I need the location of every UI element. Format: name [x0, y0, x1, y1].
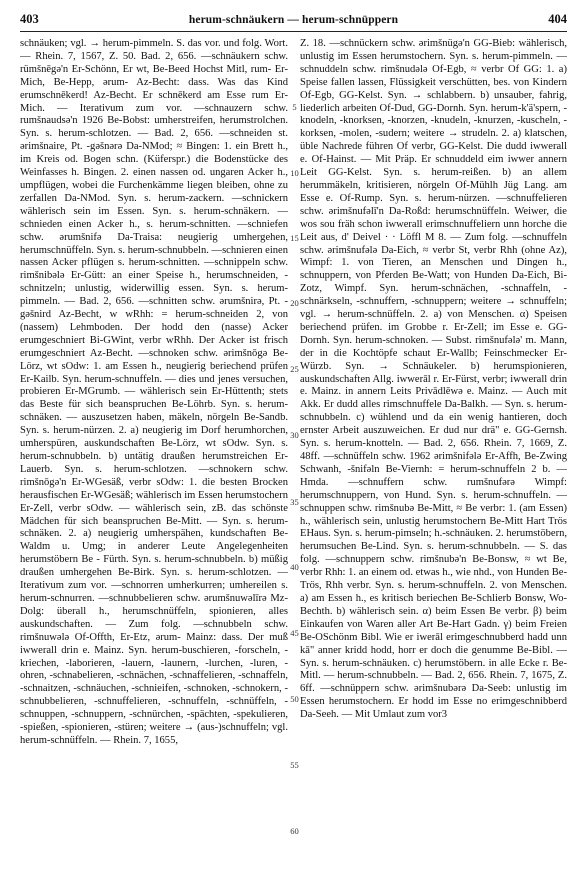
line-number: 55 — [290, 760, 299, 770]
page-header — [20, 12, 567, 30]
right-column-text: Z. 18. —schnückern schw. ərimšnügə'n GG-Bieb: wählerisch, unlustig im Essen herumstochern. Syn. s. herum-pimmeln. —schnuddeln schw. rimšnudələ Of-Egb, ≈ verbr Of GG: 1. a) Speise fallen lassen, Flüssigkeit verschütten, bes. von Kindern Of-Egb, GG-Kelst. Syn. → schlabbern. b) unsauber, fahrig, liederlich arbeiten Of-Dud, GG-Dornh. Syn. herum-k'ä'spern, -knodeln, -knorksen, -knorzen, -knudeln, -knurzen, -kuscheln, -korksen, -molen, -sudern; weitere → strudeln. 2. a) klatschen, üble Nachrede führen Of verbr, GG-Kelst. Die dudd iwwerall e. Of-Hainst. — Mit Präp. Er schnuddeld eim iwwer annern Leit GG-Kelst. Syn. s. herum-reißen. b) an allem herummäkeln, kritisieren, nörgeln Of-Mühlh Jüg Lang. am Esse e. Of-Rump. Syn. s. herum-nürzen. —schnuffelieren schw. ərimšnufəlī'n Da-Roßd: herumschnüffeln. Weiwer, die wos sou fräh schon iwwerall erimschnuffeliern unn horche die Leit aus, d' Deivel · · Löffl M 8. — Zum folg. —schnuffeln schw. ərimšnufələ Da-Eich, ≈ verbr St, verbr Rhh (ohne Az), Wimpf: 1. von Tieren, an Menschen und Dingen h., schnuppern, von Pferden Be-Watt; von Hunden Da-Eich, Bi-Zotz, Wimpf. Syn. herum-schnächen, -schnaffeln, -schnärkseln, -schnuffern, -schnuppern; weitere → schnuffeln; vgl. → herum-schnüffeln. 2. a) von Menschen. α) Speisen beriechend prüfen. im Grobbe r. Er-Zell; im Esse e. GG-Dornh. Syn. herum-schnoken. — Subst. rimšnufələ' m. Mann, der in die Kochtöpfe schaut Er-Wallb; Feinschmecker Er-Würzb. Syn. → Schnäukeler. b) herumspionieren, auskundschaften Allg. iwwerāl r. Er-Fürst, verbr; iwwerall drin e. Mainz. in annern Leits Privādlēwə e. Mainz. — Auch mit Akk. Er dudd alles rimschnuffele Da-Balkh. — Syn. s. herum-schnubbeln. c) wühlend und da ein wenig hantieren, doch ernster Arbeit auszuweichen. Er dud nur drä" e. GG-Gernsh. Syn. s. herum-knotteln. — Bad. 2, 656. Rhein. 7, 1669, Z. 48ff. —schnüffeln schw. 1962 ərimšnifələ Er-Affh, Be-Zwing Schwanh, -šnifəln Be-Viernh: = herum-schnuffeln 2 b. — Hmda. —schnuffern schw. rumšnufərə Wimpf: herumschnuppern, von Hund. Syn. s. herum-schnuffeln. —schnuppen schw. rimšnubə Be-Mitt, ≈ Be verbr: 1. (am Essen) h., wählerisch sein, unlustig herumstochern Be-Mitt Hart Trös EHaus. Syn. s. herum-pimseln; h.-schnäuken. 2. herumstöbern, herumsuchen Be-Lind. Syn. s. herum-schnubbeln. — S. das folg. —schnuppern schw. rimšnubə'n Be-Bonsw, ≈ wt Be, verbr Rhh: 1. an einem od. etwas h., wie nhd., von Hunden Be-Trös, Rhh verbr. Syn. s. herum-schnuffeln. 2. von Menschen. a) am Essen h., es kritisch beriechen Be-Schlierb Bonsw, Wo-Bechth. b) wählerisch sein. α) beim Essen Be verbr. β) beim Einkaufen von Waren aller Art Be-Hart Gadn. γ) beim Freien Be-OSchönm Bibl. Wie er iwerāl erimgeschnubberd hadd unn kā" anner kridd hodd, horr er doch die genumme Be-Bibl. — Syn. s. herum-schnäuken. c) herumstöbern. in alle Ecke r. Be-Mitl. — herum-schnubbeln. — Bad. 2, 656. Rhein. 7, 1675, Z. 6ff. —schnüppern schw. ərimšnubərə Da-Seeb: unlustig im Essen herumstochern. Er hodd im Esse no erimgeschnibberd Da-Seeh. — Mit Umlaut zum vor3 — [300, 38, 567, 721]
left-column-text: schnäuken; vgl. → herum-pimmeln. S. das vor. und folg. Wort. — Rhein. 7, 1567, Z. 50. Bad. 2, 656. —schnäukern schw. rümšnēgə'n Er-Schönn, Er wt, Be-Beed Hochst Mitl, rum- Er-Mich, Be-Hepp, ərum- Az-Becht: dass. Was das Kind erumschnēkerd! Az-Becht. Er schnēkerd am Esse rum Er-Mich. — Iterativum zum vor. —schnauzern schw. rumšnaudsə'n 1926 Be-Bobst: umherstreifen, herumstrolchen. Syn. s. herum-schlotzen. — Bad. 2, 656. —schneiden st. ərimšnaire, Pt. -gəšnərə Da-NMod; ≈ Bingen: 1. ein Brett h., im Kreis od. Bogen schn. (Küferspr.) die Bodenstücke des Weinfasses h. Bingen. 2. einen nassen od. ungaren Acker h., umpflügen, wobei die Furchenkämme liegen bleiben, ohne zu zerfallen Da-NMod. Syn. s. herum-zackern. —schnickern wählerisch sein im Essen. Syn. s. herum-schnäkern. —schnieden einen Acker h., s. herum-schnitten. —schniefen schw. ərumšnifə Da-Traisa: neugierig umhergehen, herumschnüffeln. Syn. s. herum-schnubbeln. —schnieren einen nassen Acker pflügen s. herum-schnitten. —schnippeln schw. rimšnibələ Er-Gütt: an einer Speise h., herumschneiden, -schnitzeln; unlustig, widerwillig essen. Syn. s. herum-pimmeln. — Bad. 2, 656. —schnitten schw. ərumšnirə, Pt. -gəšnird Az-Becht, w wRhh: = herum-schneiden 2, von (nassem) Lehmboden. Der hodd den (nasse) Acker erumgeschniert Bi-GWint, verbr wRhh. Der Acker ist frisch erumgeschniert Az-Becht. —schnoken schw. ərimšnōgə Be-Lörz, wt sOdw: 1. am Essen h., neugierig beriechend prüfen Er-Kailb. Syn. herum-schnuffeln. — dies und jenes versuchen, probieren Er-MGrumb. — wählerisch sein Er-Hüttenth; stets das Beste für sich beanspruchen Be-Löhrb. Syn. s. herum-schnäken. — auszusetzen haben, mäkeln, nörgeln Be-Sandb. Syn. s. herum-nürzen. 2. a) neugierig im Dorf herumhorchen, umherspüren, auskundschaften Be-Lörz, wt sOdw. Syn. s. herum-schnubbeln. b) untätig draußen herumstreichen Er-Lauerb. Syn. s. herum-schlotzen. —schnokern schw. rimšnōgə'n Er-WGesäß, verbr sOdw: 1. die besten Brocken herausfischen Er-WGesäß; wählerisch im Essen herumstochern Er-Zell, verbr sOdw. — wählerisch sein, zB. das schönste Mädchen für sich beanspruchen Be-Mitt. — Syn. s. herum-schnäken. 2. a) neugierig umherspähen, kundschaften Be-Waldm u. Umg; in anderer Leute Angelegenheiten herumstöbern Be - Fürth. Syn. s. herum-schnubbeln. b) müßig draußen umhergehen Be-Birk. Syn. s. herum-schlotzen. — Iterativum zum vor. —schnorren umherkurren; umhereilen s. herum-schnurren. —schnubbelieren schw. ərumšnuwəlīrə Mz-Dolg: überall h., herumschnüffeln, spionieren, alles auskundschaften. — Zum folg. —schnubbeln schw. rimšnuwələ Of-Offth, Er-Etz, ərum- Mainz: dass. Der muß iwwerall drin e. Mainz. Syn. herum-buschieren, -forscheln, -kriechen, -laborieren, -lauern, -launern, -lurchen, -luren, -ohren, -schnabelieren, -schnächen, -schnaffelieren, -schnaffeln, -schnaitzen, -schnäuchen, -schnieifen, -schnoken, -schnokern, -schnubbelieren, -schnuffelieren, -schnuffeln, -schnüffeln, -schnuppen, -schnuppern, -schnürchen, -spächten, -spekulieren, -spießen, -spionieren, -stüren; weitere → (aus-)schnuffeln; vgl. herum-schnüffeln. — Rhein. 7, 1655, — [20, 38, 288, 746]
page-number-right: 404 — [548, 12, 567, 26]
line-number: 15 — [290, 233, 299, 243]
line-number: 30 — [290, 430, 299, 440]
line-number: 35 — [290, 497, 299, 507]
line-number: 50 — [290, 694, 299, 704]
right-column — [300, 38, 567, 863]
header-rule — [20, 31, 567, 32]
line-number: 40 — [290, 562, 299, 572]
left-column — [20, 38, 288, 863]
line-number: 10 — [290, 168, 299, 178]
page-number-left: 403 — [20, 12, 39, 26]
line-number: 20 — [290, 298, 299, 308]
line-number-gutter — [289, 38, 300, 863]
line-number: 25 — [290, 364, 299, 374]
line-number: 5 — [292, 102, 297, 112]
running-head: herum-schnäukern — herum-schnüppern — [188, 14, 399, 26]
line-number: 45 — [290, 628, 299, 638]
line-number: 60 — [290, 826, 299, 836]
